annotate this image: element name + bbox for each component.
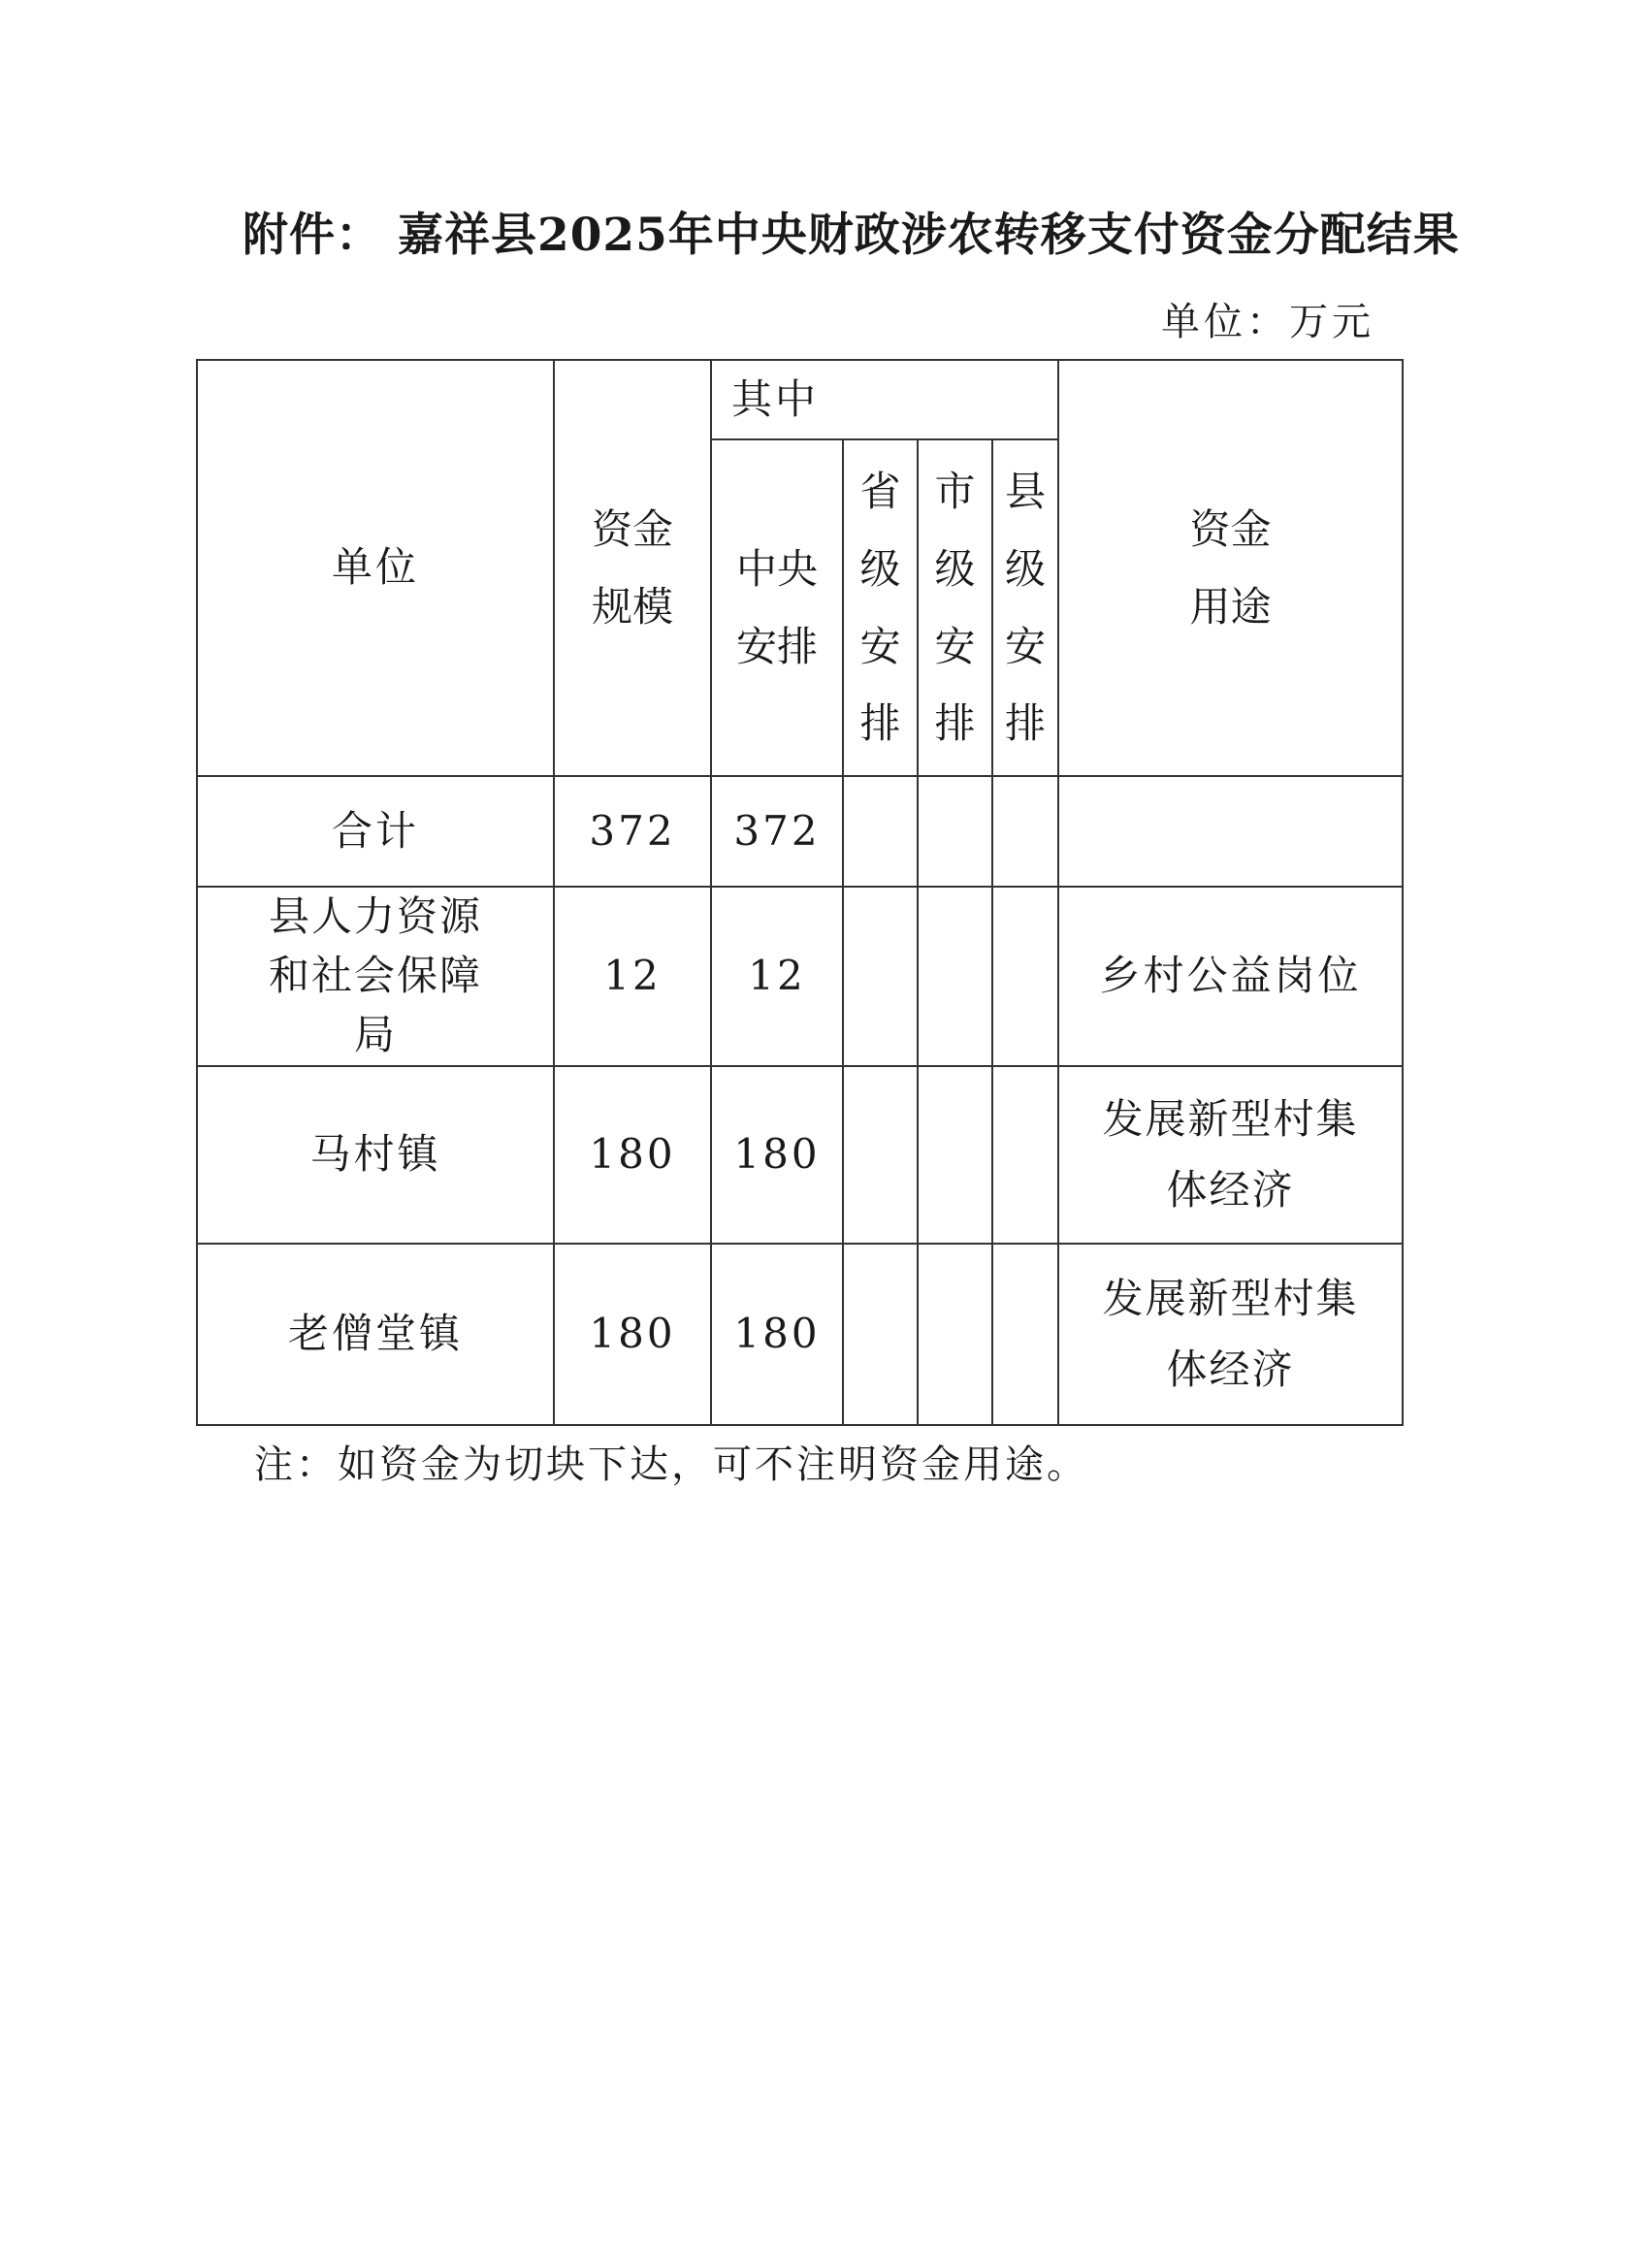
- cell-central: 180: [711, 1066, 843, 1244]
- cell-scale: 180: [554, 1066, 711, 1244]
- cell-purpose: 乡村公益岗位: [1058, 887, 1403, 1066]
- cell-provincial: [843, 1244, 918, 1425]
- title-prefix: 附件：: [242, 209, 382, 262]
- cell-scale: 372: [554, 776, 711, 887]
- footnote: 注：如资金为切块下达，可不注明资金用途。: [254, 1442, 1088, 1487]
- header-purpose: 资金用途: [1058, 360, 1403, 776]
- header-provincial: 省级安排: [843, 439, 918, 776]
- cell-provincial: [843, 887, 918, 1066]
- cell-purpose: 发展新型村集体经济: [1058, 1244, 1403, 1425]
- cell-county: [992, 1066, 1058, 1244]
- allocation-table: [196, 359, 1404, 1426]
- cell-county: [992, 887, 1058, 1066]
- cell-purpose: 发展新型村集体经济: [1058, 1066, 1403, 1244]
- cell-scale: 180: [554, 1244, 711, 1425]
- header-unit: 单位: [197, 360, 554, 776]
- cell-city: [918, 776, 992, 887]
- cell-provincial: [843, 776, 918, 887]
- header-of-which: 其中: [711, 360, 1058, 439]
- cell-city: [918, 1244, 992, 1425]
- table-row: [197, 1244, 1403, 1425]
- cell-unit: 老僧堂镇: [197, 1244, 554, 1425]
- page-title: [242, 199, 1460, 264]
- cell-city: [918, 1066, 992, 1244]
- cell-county: [992, 1244, 1058, 1425]
- header-city: 市级安排: [918, 439, 992, 776]
- cell-central: 12: [711, 887, 843, 1066]
- cell-provincial: [843, 1066, 918, 1244]
- header-central: 中央安排: [711, 439, 843, 776]
- unit-label: 单位：万元: [1161, 300, 1374, 344]
- title-text: 嘉祥县2025年中央财政涉农转移支付资金分配结果: [398, 209, 1460, 262]
- cell-county: [992, 776, 1058, 887]
- cell-central: 372: [711, 776, 843, 887]
- cell-central: 180: [711, 1244, 843, 1425]
- cell-unit: 县人力资源和社会保障局: [197, 887, 554, 1066]
- table-row: [197, 887, 1403, 1066]
- cell-purpose: [1058, 776, 1403, 887]
- cell-city: [918, 887, 992, 1066]
- header-fund-scale: 资金规模: [554, 360, 711, 776]
- cell-unit: 合计: [197, 776, 554, 887]
- table-row: [197, 1066, 1403, 1244]
- table-row: [197, 776, 1403, 887]
- header-county: 县级安排: [992, 439, 1058, 776]
- cell-scale: 12: [554, 887, 711, 1066]
- cell-unit: 马村镇: [197, 1066, 554, 1244]
